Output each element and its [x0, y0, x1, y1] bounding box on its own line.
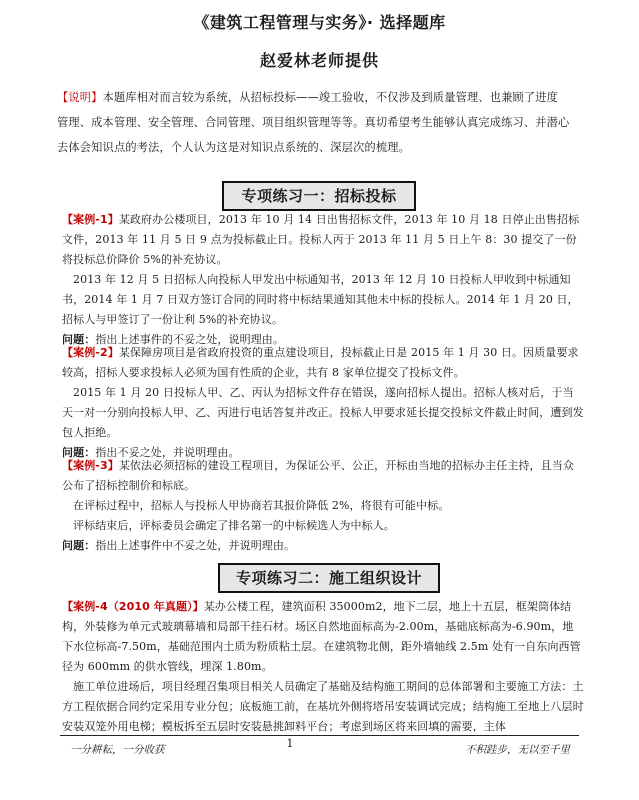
- section-heading-bidding: 专项练习一：招标投标: [222, 181, 416, 211]
- case-2: [62, 343, 584, 463]
- case-1-label: 【案例-1】: [62, 213, 119, 226]
- intro-line-3: 去体会知识点的考法，个人认为这是对知识点系统的、深层次的梳理。: [57, 141, 411, 154]
- case-1-question: 问题：指出上述事件的不妥之处，说明理由。: [62, 333, 285, 346]
- case-2-question: 问题：指出不妥之处，并说明理由。: [62, 446, 240, 459]
- case-3: [62, 456, 584, 556]
- case-4: [62, 597, 584, 737]
- case-2-label: 【案例-2】: [62, 346, 119, 359]
- case-3-paragraph-1: 【案例-3】某依法必须招标的建设工程项目，为保证公平、公正，开标由当地的招标办主任主持，且当众公布了招标控制价和标底。: [62, 459, 574, 492]
- section-heading-construction-design: 专项练习二：施工组织设计: [218, 563, 440, 593]
- page-subtitle: 赵爱林老师提供: [259, 51, 379, 70]
- question-label: 问题：: [62, 539, 96, 552]
- footer-motto-right: 不积跬步，无以至千里: [465, 744, 570, 756]
- case-3-paragraph-3: 评标结束后，评标委员会确定了排名第一的中标候选人为中标人。: [73, 519, 395, 532]
- case-3-label: 【案例-3】: [62, 459, 119, 472]
- case-3-paragraph-2: 在评标过程中，招标人与投标人甲协商若其报价降低 2%，将很有可能中标。: [73, 499, 450, 512]
- intro-line-2: 管理、成本管理、安全管理、合同管理、项目组织管理等等。真切希望考生能够认真完成练习、并潜心: [57, 116, 570, 129]
- footer-motto-left: 一分耕耘，一分收获: [70, 744, 165, 756]
- case-2-paragraph-1: 【案例-2】某保障房项目是省政府投资的重点建设项目，投标截止日是 2015 年 1 月 30 日。因质量要求较高，招标人要求投标人必须为国有性质的企业，共有 8 家单位提交了投标文件。: [62, 346, 579, 379]
- question-label: 问题：: [62, 446, 96, 459]
- page-title: 《建筑工程管理与实务》· 选择题库: [193, 13, 446, 32]
- intro-label: 【说明】: [57, 91, 103, 104]
- question-label: 问题：: [62, 333, 96, 346]
- page-number: 1: [286, 737, 294, 750]
- case-4-label: 【案例-4（2010 年真题）】: [62, 600, 204, 613]
- case-3-question: 问题：指出上述事件中不妥之处，并说明理由。: [62, 539, 296, 552]
- footer-divider: [60, 735, 579, 736]
- intro-paragraph: [57, 85, 597, 160]
- case-1-paragraph-1: 【案例-1】某政府办公楼项目，2013 年 10 月 14 日出售招标文件，2013 年 10 月 18 日停止出售招标文件，2013 年 11 月 5 日 9 点为投标截止日。投标人丙于 2013 年 11 月 5 日上午 8：30 提交了一份将投标总价降价 5%的补充协议。: [62, 213, 580, 266]
- case-4-paragraph-1: 【案例-4（2010 年真题）】某办公楼工程，建筑面积 35000m2，地下二层，地上十五层，框架筒体结构，外装修为单元式玻璃幕墙和局部干挂石材。场区自然地面标高为-2.00m，基础底标高为-6.90m，地下水位标高-7.50m，基础范围内土质为粉质粘土层。在建筑物北侧，距外墙轴线 2.5m 处有一自东向西管径为 600mm 的供水管线，埋深 1.80m。: [62, 600, 581, 673]
- case-1: [62, 210, 584, 350]
- case-1-paragraph-2: 2013 年 12 月 5 日招标人向投标人甲发出中标通知书，2013 年 12 月 10 日投标人甲收到中标通知书，2014 年 1 月 7 日双方签订合同的同时将中标结果通知其他未中标的投标人。2014 年 1 月 20 日，招标人与甲签订了一份让利 5%的补充协议。: [62, 273, 579, 326]
- case-2-paragraph-2: 2015 年 1 月 20 日投标人甲、乙、丙认为招标文件存在错误，遂向招标人提出。招标人核对后，于当天一对一分别向投标人甲、乙、丙进行电话答复并改正。投标人甲要求延长提交投标文件截止时间，遭到发包人拒绝。: [62, 386, 584, 439]
- intro-line-1: 【说明】本题库相对而言较为系统，从招标投标——竣工验收，不仅涉及到质量管理、也兼顾了进度: [57, 91, 559, 104]
- case-4-paragraph-2: 施工单位进场后，项目经理召集项目相关人员确定了基础及结构施工期间的总体部署和主要施工方法：土方工程依据合同约定采用专业分包；底板施工前，在基坑外侧将塔吊安装调试完成；结构施工至地上八层时安装双笼外用电梯；模板拆至五层时安装悬挑卸料平台；考虑到场区将来回填的需要，主体: [62, 680, 584, 733]
